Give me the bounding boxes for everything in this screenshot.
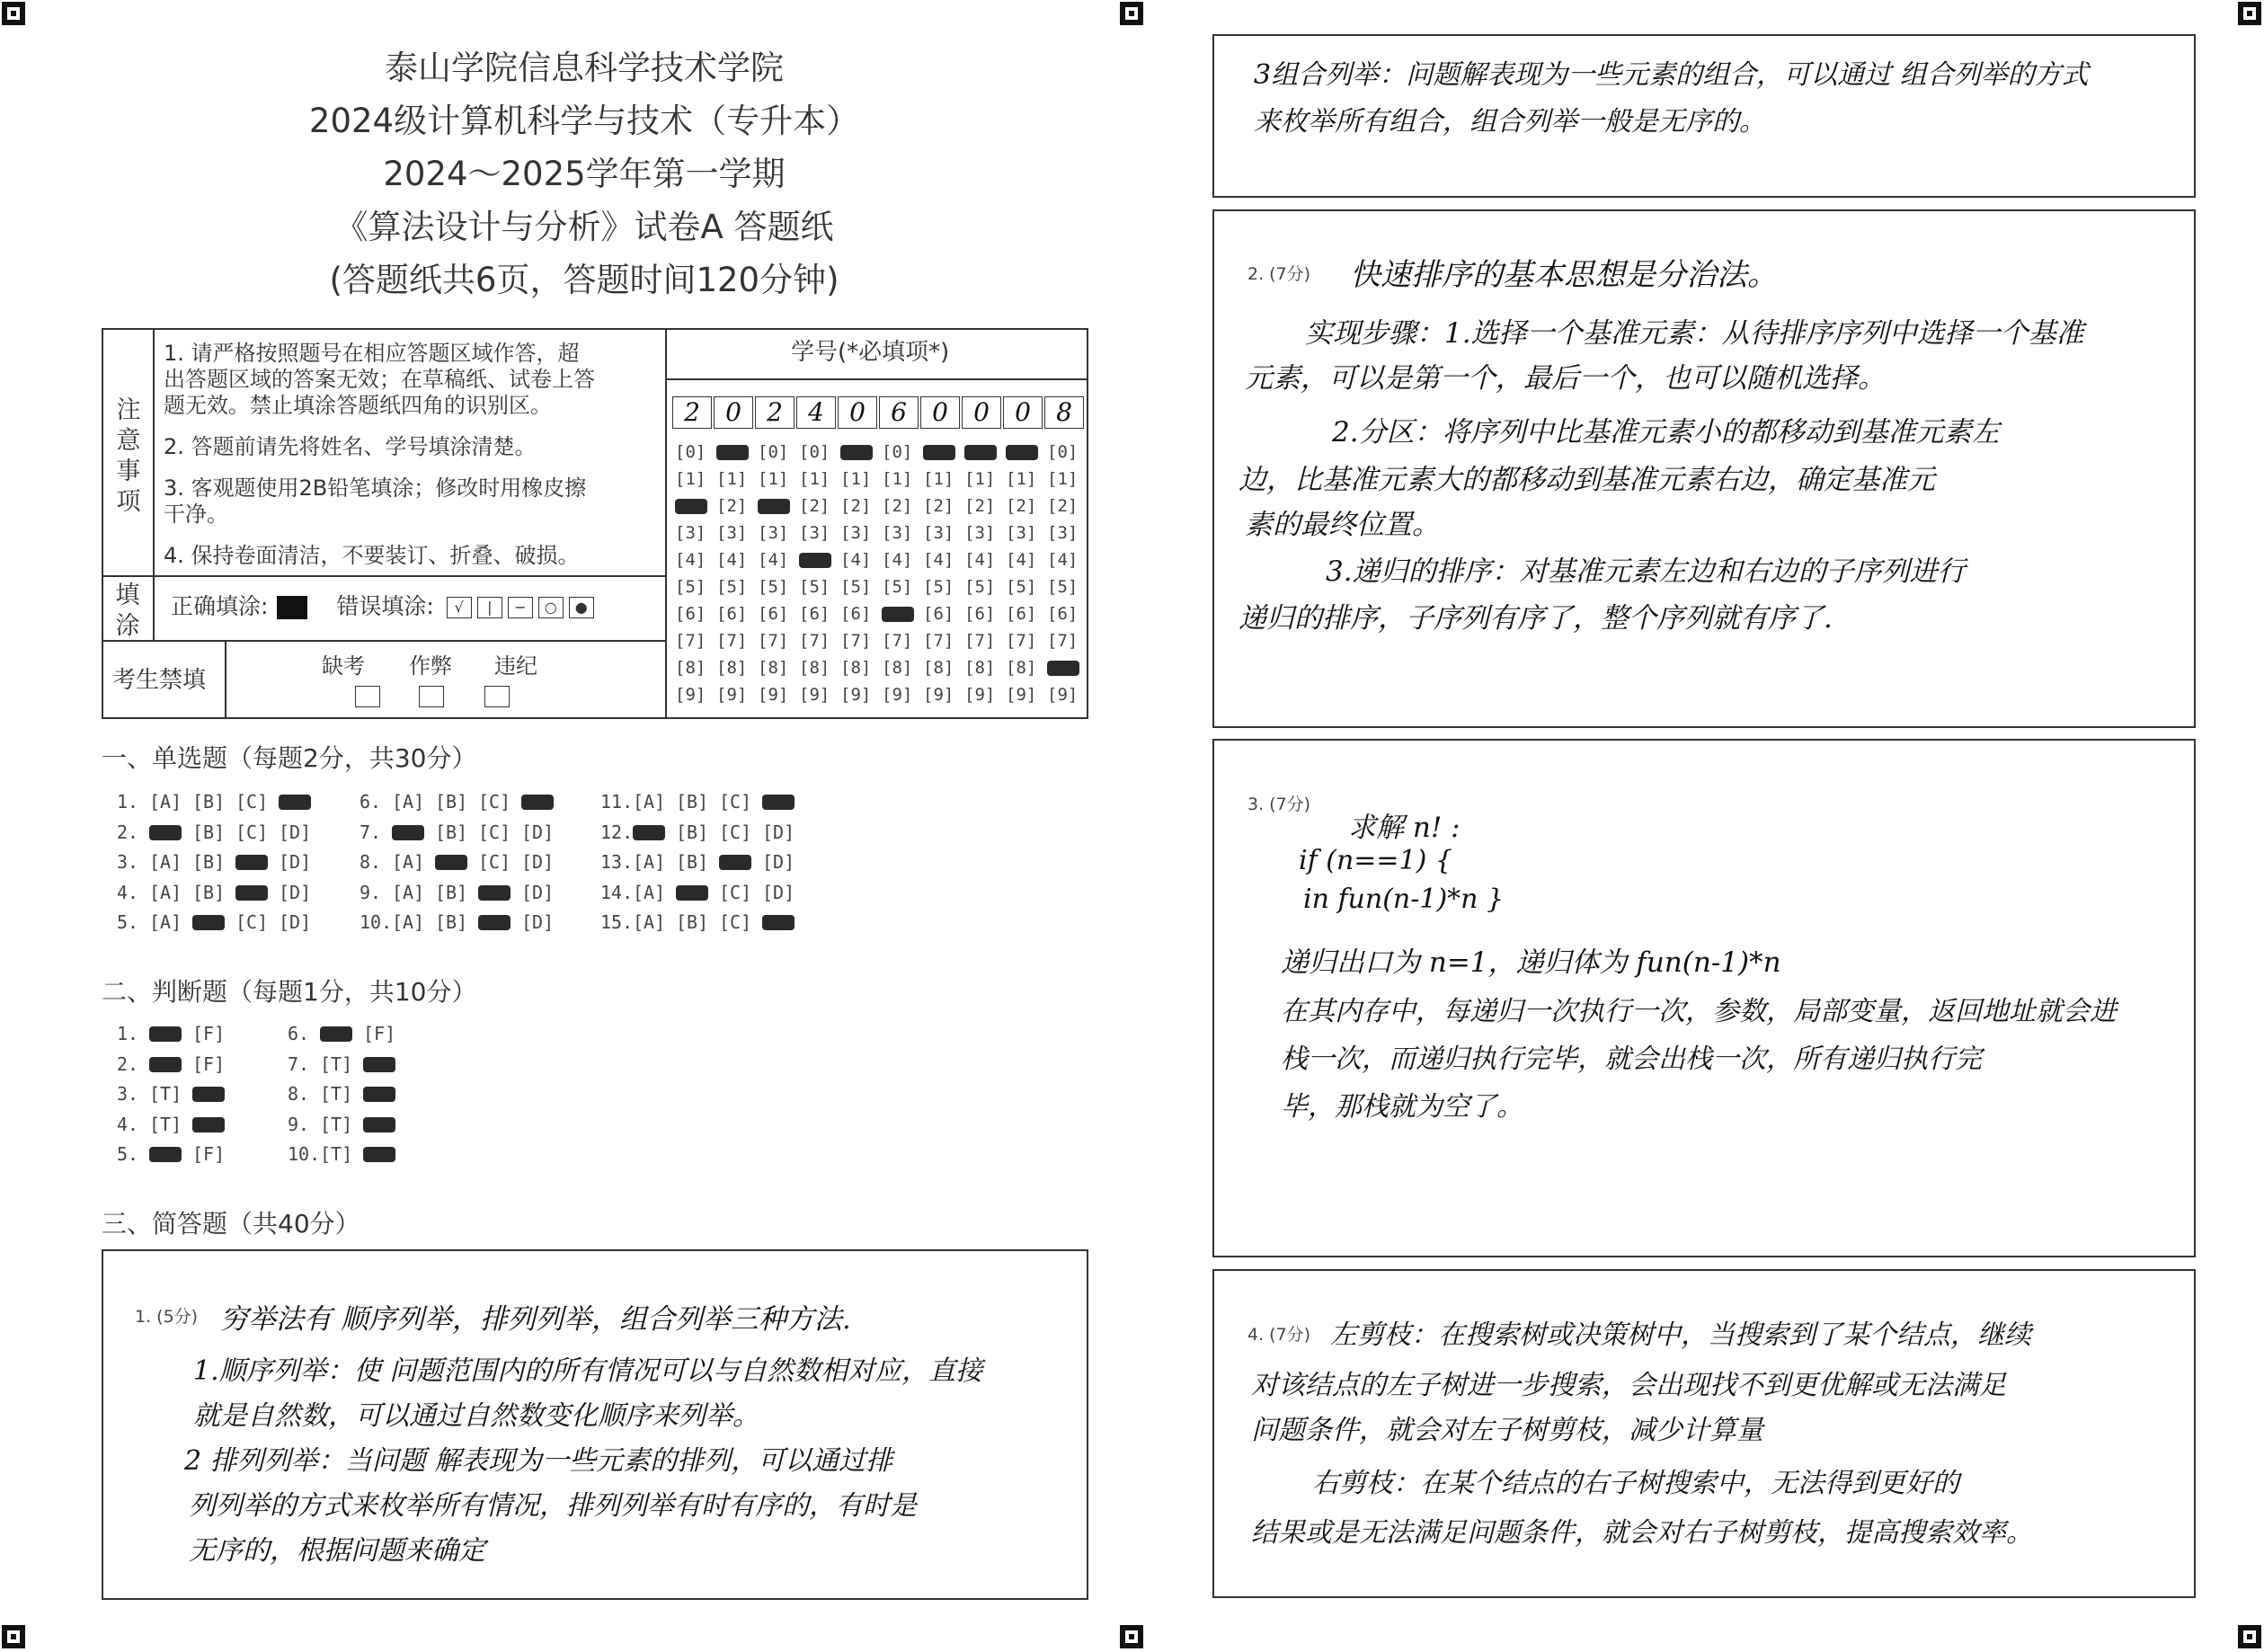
student-id-digit-2: 0 bbox=[714, 396, 753, 429]
table-divider bbox=[102, 575, 665, 577]
mcq-option[interactable]: [B] bbox=[435, 881, 468, 903]
tf-option[interactable]: [F] bbox=[192, 1023, 226, 1044]
q3-line: in fun(n-1)*n } bbox=[1303, 884, 1505, 915]
id-bubble[interactable]: [2] bbox=[882, 496, 913, 516]
mcq-option[interactable]: [A] bbox=[149, 851, 182, 873]
mcq-option[interactable]: [B] bbox=[192, 791, 226, 813]
mcq-option[interactable]: [D] bbox=[521, 821, 555, 843]
header-term: 2024～2025学年第一学期 bbox=[383, 155, 786, 193]
tf-option-filled[interactable] bbox=[363, 1087, 395, 1102]
tf-option-filled[interactable] bbox=[320, 1026, 352, 1042]
id-bubble[interactable]: [5] bbox=[799, 577, 830, 597]
table-divider bbox=[153, 575, 155, 640]
notice-item-3b: 干净。 bbox=[164, 502, 228, 527]
mcq-option[interactable]: [D] bbox=[279, 881, 312, 903]
tf-option[interactable]: [T] bbox=[320, 1052, 353, 1075]
forbid-checkbox-absent[interactable] bbox=[355, 686, 380, 707]
tf-option-filled[interactable] bbox=[363, 1117, 395, 1132]
id-bubble[interactable]: [3] bbox=[923, 523, 954, 543]
mcq-option[interactable]: [C] bbox=[235, 821, 269, 843]
mcq-option[interactable]: [C] bbox=[719, 791, 752, 813]
tf-option[interactable]: [T] bbox=[320, 1083, 353, 1105]
id-bubble[interactable]: [1] bbox=[1006, 469, 1037, 489]
q2-line: 实现步骤：1.选择一个基准元素：从待排序序列中选择一个基准 bbox=[1305, 317, 2084, 350]
student-id-digit-1: 2 bbox=[672, 396, 712, 429]
id-bubble-filled[interactable] bbox=[1047, 661, 1079, 676]
q2-line: 快速排序的基本思想是分治法。 bbox=[1350, 257, 1778, 293]
mcq-option[interactable]: [A] bbox=[149, 881, 182, 903]
student-id-digit-10: 8 bbox=[1044, 396, 1084, 429]
tf-option[interactable]: [T] bbox=[320, 1113, 353, 1135]
tf-question-number: 2. bbox=[117, 1052, 139, 1075]
q3-line: 递归出口为 n=1，递归体为 fun(n-1)*n bbox=[1281, 946, 1781, 979]
notice-item-4: 4. 保持卷面清洁，不要装订、折叠、破损。 bbox=[164, 543, 580, 568]
mcq-option-filled[interactable] bbox=[279, 795, 311, 810]
id-bubble[interactable]: [7] bbox=[675, 631, 706, 651]
tf-option-filled[interactable] bbox=[149, 1057, 182, 1072]
mcq-option[interactable]: [D] bbox=[521, 911, 555, 933]
mcq-option-filled[interactable] bbox=[762, 915, 795, 930]
fill-label: 填涂 bbox=[115, 582, 140, 640]
mcq-question-number: 5. bbox=[117, 911, 139, 933]
id-bubble[interactable]: [6] bbox=[758, 604, 789, 624]
id-bubble[interactable]: [0] bbox=[799, 442, 830, 462]
id-bubble-filled[interactable] bbox=[923, 445, 955, 460]
mcq-option[interactable]: [C] bbox=[235, 911, 269, 933]
id-bubble-filled[interactable] bbox=[799, 553, 831, 568]
id-bubble[interactable]: [7] bbox=[882, 631, 913, 651]
mcq-option-filled[interactable] bbox=[633, 825, 665, 840]
q1-number: 1. (5分) bbox=[135, 1307, 199, 1327]
id-bubble[interactable]: [6] bbox=[675, 604, 706, 624]
table-divider bbox=[225, 640, 226, 719]
id-bubble[interactable]: [1] bbox=[882, 469, 913, 489]
tf-question-number: 4. bbox=[117, 1113, 139, 1135]
tf-option-filled[interactable] bbox=[192, 1087, 225, 1102]
q3-line: 栈一次，而递归执行完毕，就会出栈一次，所有递归执行完 bbox=[1281, 1044, 1982, 1075]
id-bubble[interactable]: [2] bbox=[716, 496, 748, 516]
id-bubble[interactable]: [2] bbox=[840, 496, 872, 516]
tf-option[interactable]: [F] bbox=[363, 1023, 396, 1044]
mcq-option[interactable]: [C] bbox=[235, 791, 269, 813]
id-bubble[interactable]: [4] bbox=[923, 550, 954, 570]
id-bubble[interactable]: [1] bbox=[799, 469, 830, 489]
mcq-question-number: 15. bbox=[600, 911, 634, 933]
id-bubble[interactable]: [2] bbox=[923, 496, 954, 516]
notice-item-1c: 题无效。禁止填涂答题纸四角的识别区。 bbox=[164, 393, 552, 418]
id-bubble-filled[interactable] bbox=[716, 445, 749, 460]
tf-option-filled[interactable] bbox=[192, 1117, 225, 1132]
corner-marker-top-center bbox=[1120, 2, 1143, 25]
header-school: 泰山学院信息科学技术学院 bbox=[385, 49, 784, 87]
id-bubble-filled[interactable] bbox=[882, 607, 914, 622]
mcq-option[interactable]: [C] bbox=[478, 791, 511, 813]
mcq-option[interactable]: [D] bbox=[521, 881, 555, 903]
id-bubble[interactable]: [5] bbox=[716, 577, 748, 597]
id-bubble[interactable]: [6] bbox=[1047, 604, 1079, 624]
section3-title: 三、简答题（共40分） bbox=[102, 1209, 360, 1239]
tf-option-filled[interactable] bbox=[149, 1147, 182, 1162]
mcq-option-filled[interactable] bbox=[392, 825, 424, 840]
id-bubble[interactable]: [3] bbox=[840, 523, 872, 543]
mcq-option[interactable]: [B] bbox=[435, 821, 468, 843]
id-bubble[interactable]: [9] bbox=[1006, 685, 1037, 705]
wrong-mark-circle: ○ bbox=[538, 597, 564, 618]
id-bubble[interactable]: [0] bbox=[758, 442, 789, 462]
q4-number: 4. (7分) bbox=[1247, 1325, 1311, 1345]
id-bubble-filled[interactable] bbox=[840, 445, 873, 460]
id-bubble[interactable]: [9] bbox=[1047, 685, 1079, 705]
id-bubble[interactable]: [0] bbox=[675, 442, 706, 462]
id-bubble[interactable]: [5] bbox=[758, 577, 789, 597]
id-bubble[interactable]: [3] bbox=[799, 523, 830, 543]
q1-cont-line: 来枚举所有组合，组合列举一般是无序的。 bbox=[1254, 106, 1766, 138]
tf-question-number: 10. bbox=[288, 1143, 321, 1165]
tf-option[interactable]: [T] bbox=[149, 1113, 182, 1135]
id-bubble[interactable]: [7] bbox=[923, 631, 954, 651]
notice-item-1a: 1. 请严格按照题号在相应答题区域作答，超 bbox=[164, 341, 580, 366]
id-bubble-filled[interactable] bbox=[675, 499, 707, 514]
forbid-checkbox-cheat[interactable] bbox=[419, 686, 444, 707]
q1-line: 1.顺序列举：使 问题范围内的所有情况可以与自然数相对应，直接 bbox=[193, 1355, 983, 1387]
mcq-option[interactable]: [A] bbox=[392, 911, 425, 933]
id-bubble[interactable]: [6] bbox=[1006, 604, 1037, 624]
id-bubble[interactable]: [4] bbox=[840, 550, 872, 570]
id-bubble-filled[interactable] bbox=[964, 445, 997, 460]
forbid-label: 考生禁填 bbox=[112, 667, 207, 694]
mcq-option[interactable]: [D] bbox=[762, 881, 795, 903]
mcq-question-number: 8. bbox=[360, 851, 382, 873]
forbid-option-violation: 违纪 bbox=[494, 653, 537, 679]
correct-fill-sample bbox=[277, 596, 307, 619]
mcq-option-filled[interactable] bbox=[149, 825, 182, 840]
notice-item-1b: 出答题区域的答案无效；在草稿纸、试卷上答 bbox=[164, 367, 595, 392]
mcq-option-filled[interactable] bbox=[478, 885, 511, 901]
id-bubble[interactable]: [1] bbox=[758, 469, 789, 489]
id-bubble[interactable]: [2] bbox=[1006, 496, 1037, 516]
forbid-option-cheat: 作弊 bbox=[409, 653, 452, 679]
tf-option[interactable]: [F] bbox=[192, 1143, 226, 1165]
student-id-digit-7: 0 bbox=[920, 396, 960, 429]
mcq-question-number: 11. bbox=[600, 791, 634, 813]
id-bubble[interactable]: [9] bbox=[964, 685, 996, 705]
forbid-checkbox-violation[interactable] bbox=[484, 686, 510, 707]
id-bubble[interactable]: [6] bbox=[716, 604, 748, 624]
id-bubble[interactable]: [6] bbox=[964, 604, 996, 624]
tf-question-number: 6. bbox=[288, 1023, 310, 1044]
table-divider bbox=[665, 328, 667, 719]
corner-marker-bottom-right bbox=[2238, 1625, 2261, 1648]
mcq-question-number: 7. bbox=[360, 821, 382, 843]
tf-question-number: 7. bbox=[288, 1052, 310, 1075]
id-bubble[interactable]: [6] bbox=[923, 604, 954, 624]
tf-question-number: 5. bbox=[117, 1143, 139, 1165]
id-bubble[interactable]: [6] bbox=[799, 604, 830, 624]
student-id-digit-6: 6 bbox=[879, 396, 919, 429]
notice-item-2: 2. 答题前请先将姓名、学号填涂清楚。 bbox=[164, 434, 537, 459]
notice-item-3a: 3. 客观题使用2B铅笔填涂；修改时用橡皮擦 bbox=[164, 475, 587, 501]
id-bubble[interactable]: [9] bbox=[716, 685, 748, 705]
id-bubble[interactable]: [7] bbox=[1047, 631, 1079, 651]
table-divider bbox=[665, 378, 1088, 380]
tf-option-filled[interactable] bbox=[363, 1147, 395, 1162]
id-bubble[interactable]: [6] bbox=[840, 604, 872, 624]
id-bubble[interactable]: [9] bbox=[840, 685, 872, 705]
mcq-option[interactable]: [C] bbox=[719, 881, 752, 903]
mcq-option-filled[interactable] bbox=[676, 885, 708, 901]
id-bubble[interactable]: [9] bbox=[923, 685, 954, 705]
mcq-option[interactable]: [C] bbox=[478, 821, 511, 843]
q2-line: 边，比基准元素大的都移动到基准元素右边，确定基准元 bbox=[1239, 464, 1935, 496]
id-bubble[interactable]: [7] bbox=[964, 631, 996, 651]
mcq-option[interactable]: [B] bbox=[192, 851, 226, 873]
q2-line: 3.递归的排序：对基准元素左边和右边的子序列进行 bbox=[1326, 555, 1966, 588]
mcq-option[interactable]: [A] bbox=[149, 911, 182, 933]
q4-line: 对该结点的左子树进一步搜索，会出现找不到更优解或无法满足 bbox=[1251, 1370, 2006, 1401]
mcq-option[interactable]: [C] bbox=[719, 911, 752, 933]
id-bubble[interactable]: [4] bbox=[882, 550, 913, 570]
id-bubble[interactable]: [3] bbox=[1006, 523, 1037, 543]
q3-line: 在其内存中，每递归一次执行一次，参数，局部变量，返回地址就会进 bbox=[1281, 996, 2117, 1027]
q1-line: 穷举法有 顺序列举，排列列举，组合列举三种方法. bbox=[220, 1303, 851, 1336]
q2-line: 素的最终位置。 bbox=[1245, 509, 1440, 541]
mcq-option-filled[interactable] bbox=[762, 795, 795, 810]
mcq-option[interactable]: [C] bbox=[719, 821, 752, 843]
mcq-option[interactable]: [B] bbox=[192, 821, 226, 843]
mcq-option[interactable]: [B] bbox=[676, 791, 709, 813]
id-bubble[interactable]: [7] bbox=[840, 631, 872, 651]
student-id-digit-9: 0 bbox=[1003, 396, 1043, 429]
q2-line: 2.分区：将序列中比基准元素小的都移动到基准元素左 bbox=[1332, 416, 2000, 449]
mcq-option[interactable]: [D] bbox=[279, 851, 312, 873]
id-bubble[interactable]: [5] bbox=[840, 577, 872, 597]
header-exam-info: (答题纸共6页，答题时间120分钟) bbox=[329, 261, 839, 299]
mcq-option[interactable]: [D] bbox=[762, 851, 795, 873]
id-bubble[interactable]: [3] bbox=[675, 523, 706, 543]
student-id-label: 学号(*必填项*) bbox=[791, 339, 950, 366]
id-bubble[interactable]: [4] bbox=[758, 550, 789, 570]
mcq-option-filled[interactable] bbox=[521, 795, 554, 810]
q3-number: 3. (7分) bbox=[1247, 795, 1311, 814]
mcq-option-filled[interactable] bbox=[435, 855, 467, 870]
corner-marker-bottom-left bbox=[2, 1625, 25, 1648]
table-divider bbox=[153, 328, 155, 575]
mcq-option-filled[interactable] bbox=[478, 915, 511, 930]
q2-line: 递归的排序，子序列有序了，整个序列就有序了. bbox=[1239, 602, 1833, 635]
mcq-question-number: 14. bbox=[600, 881, 634, 903]
q1-line: 2 排列列举：当问题 解表现为一些元素的排列，可以通过排 bbox=[184, 1445, 893, 1477]
id-bubble[interactable]: [8] bbox=[799, 658, 830, 678]
tf-option-filled[interactable] bbox=[363, 1057, 395, 1072]
mcq-option[interactable]: [D] bbox=[521, 851, 555, 873]
id-bubble[interactable]: [9] bbox=[758, 685, 789, 705]
mcq-question-number: 4. bbox=[117, 881, 139, 903]
id-bubble[interactable]: [5] bbox=[964, 577, 996, 597]
fill-instructions bbox=[171, 593, 594, 620]
section1-title: 一、单选题（每题2分，共30分） bbox=[102, 743, 477, 773]
tf-question-number: 1. bbox=[117, 1023, 139, 1044]
mcq-question-number: 10. bbox=[360, 911, 393, 933]
id-bubble[interactable]: [1] bbox=[840, 469, 872, 489]
id-bubble[interactable]: [0] bbox=[1047, 442, 1079, 462]
id-bubble[interactable]: [4] bbox=[675, 550, 706, 570]
id-bubble-filled[interactable] bbox=[758, 499, 790, 514]
q1-cont-line: 3组合列举：问题解表现为一些元素的组合，可以通过 组合列举的方式 bbox=[1254, 59, 2089, 91]
tf-option[interactable]: [T] bbox=[149, 1083, 182, 1105]
mcq-question-number: 6. bbox=[360, 791, 382, 813]
q4-line: 左剪枝：在搜索树或决策树中，当搜索到了某个结点，继续 bbox=[1330, 1319, 2031, 1351]
mcq-option[interactable]: [B] bbox=[676, 911, 709, 933]
mcq-option[interactable]: [B] bbox=[676, 851, 709, 873]
id-bubble[interactable]: [8] bbox=[758, 658, 789, 678]
notice-label: 注意事项 bbox=[116, 396, 141, 516]
wrong-mark-bar: | bbox=[477, 597, 502, 618]
wrong-mark-dot: ● bbox=[569, 597, 594, 618]
id-bubble[interactable]: [3] bbox=[758, 523, 789, 543]
q2-number: 2. (7分) bbox=[1247, 264, 1311, 284]
fill-correct-label: 正确填涂: bbox=[171, 593, 269, 619]
corner-marker-bottom-center bbox=[1120, 1625, 1143, 1648]
wrong-mark-dash: − bbox=[508, 597, 533, 618]
header-class: 2024级计算机科学与技术（专升本） bbox=[308, 102, 860, 140]
section2-title: 二、判断题（每题1分，共10分） bbox=[102, 977, 477, 1007]
id-bubble[interactable]: [7] bbox=[716, 631, 748, 651]
q1-line: 列列举的方式来枚举所有情况，排列列举有时有序的，有时是 bbox=[189, 1490, 917, 1522]
mcq-option-filled[interactable] bbox=[235, 885, 268, 901]
mcq-question-number: 13. bbox=[600, 851, 634, 873]
q3-line: 求解 n! : bbox=[1348, 812, 1461, 844]
mcq-option[interactable]: [B] bbox=[192, 881, 226, 903]
id-bubble[interactable]: [3] bbox=[882, 523, 913, 543]
tf-question-number: 3. bbox=[117, 1083, 139, 1105]
mcq-option[interactable]: [A] bbox=[633, 911, 666, 933]
id-bubble[interactable]: [4] bbox=[1006, 550, 1037, 570]
id-bubble[interactable]: [8] bbox=[1006, 658, 1037, 678]
q1-line: 无序的，根据问题来确定 bbox=[189, 1535, 485, 1567]
q4-line: 结果或是无法满足问题条件，就会对右子树剪枝，提高搜索效率。 bbox=[1251, 1517, 2033, 1549]
mcq-option[interactable]: [D] bbox=[762, 821, 795, 843]
header-exam-title: 《算法设计与分析》试卷A 答题纸 bbox=[334, 208, 834, 246]
id-bubble[interactable]: [3] bbox=[964, 523, 996, 543]
id-bubble[interactable]: [8] bbox=[882, 658, 913, 678]
id-bubble[interactable]: [5] bbox=[1006, 577, 1037, 597]
mcq-option[interactable]: [A] bbox=[633, 851, 666, 873]
id-bubble[interactable]: [8] bbox=[675, 658, 706, 678]
q4-line: 右剪枝：在某个结点的右子树搜索中，无法得到更好的 bbox=[1312, 1468, 1959, 1499]
id-bubble[interactable]: [8] bbox=[716, 658, 748, 678]
mcq-option-filled[interactable] bbox=[235, 855, 268, 870]
mcq-question-number: 1. bbox=[117, 791, 139, 813]
id-bubble[interactable]: [1] bbox=[964, 469, 996, 489]
mcq-option-filled[interactable] bbox=[719, 855, 751, 870]
student-id-digit-3: 2 bbox=[755, 396, 795, 429]
id-bubble[interactable]: [4] bbox=[964, 550, 996, 570]
forbid-option-absent: 缺考 bbox=[322, 653, 365, 679]
id-bubble[interactable]: [5] bbox=[882, 577, 913, 597]
table-divider bbox=[102, 640, 665, 642]
mcq-option[interactable]: [D] bbox=[279, 821, 312, 843]
mcq-option[interactable]: [D] bbox=[279, 911, 312, 933]
tf-option[interactable]: [F] bbox=[192, 1052, 226, 1075]
q2-line: 元素，可以是第一个，最后一个，也可以随机选择。 bbox=[1245, 362, 1886, 395]
id-bubble[interactable]: [8] bbox=[964, 658, 996, 678]
q3-line: if (n==1) { bbox=[1299, 845, 1452, 876]
mcq-question-number: 9. bbox=[360, 881, 382, 903]
mcq-option[interactable]: [C] bbox=[478, 851, 511, 873]
corner-marker-top-right bbox=[2238, 2, 2261, 25]
id-bubble[interactable]: [4] bbox=[716, 550, 748, 570]
mcq-option[interactable]: [B] bbox=[676, 821, 709, 843]
tf-option[interactable]: [T] bbox=[320, 1143, 353, 1165]
mcq-question-number: 2. bbox=[117, 821, 139, 843]
id-bubble[interactable]: [4] bbox=[1047, 550, 1079, 570]
mcq-option[interactable]: [A] bbox=[392, 791, 425, 813]
corner-marker-top-left bbox=[2, 2, 25, 25]
id-bubble[interactable]: [9] bbox=[882, 685, 913, 705]
tf-question-number: 8. bbox=[288, 1083, 310, 1105]
id-bubble[interactable]: [2] bbox=[1047, 496, 1079, 516]
id-bubble[interactable]: [2] bbox=[799, 496, 830, 516]
mcq-question-number: 3. bbox=[117, 851, 139, 873]
id-bubble[interactable]: [9] bbox=[799, 685, 830, 705]
id-bubble[interactable]: [5] bbox=[923, 577, 954, 597]
q1-line: 就是自然数，可以通过自然数变化顺序来列举。 bbox=[193, 1400, 759, 1432]
id-bubble[interactable]: [1] bbox=[716, 469, 748, 489]
mcq-option[interactable]: [B] bbox=[435, 911, 468, 933]
id-bubble-filled[interactable] bbox=[1006, 445, 1038, 460]
id-bubble[interactable]: [1] bbox=[923, 469, 954, 489]
student-id-digit-4: 4 bbox=[796, 396, 836, 429]
id-bubble[interactable]: [7] bbox=[799, 631, 830, 651]
id-bubble[interactable]: [0] bbox=[882, 442, 913, 462]
q3-line: 毕，那栈就为空了。 bbox=[1281, 1091, 1523, 1123]
id-bubble[interactable]: [7] bbox=[758, 631, 789, 651]
q4-line: 问题条件，就会对左子树剪枝，减少计算量 bbox=[1251, 1415, 1763, 1446]
fill-wrong-label: 错误填涂: bbox=[336, 593, 434, 619]
mcq-option[interactable]: [A] bbox=[633, 881, 666, 903]
wrong-mark-check: √ bbox=[447, 597, 472, 618]
id-bubble[interactable]: [9] bbox=[675, 685, 706, 705]
mcq-option[interactable]: [B] bbox=[435, 791, 468, 813]
tf-option-filled[interactable] bbox=[149, 1026, 182, 1042]
id-bubble[interactable]: [7] bbox=[1006, 631, 1037, 651]
id-bubble[interactable]: [8] bbox=[923, 658, 954, 678]
mcq-option[interactable]: [A] bbox=[633, 791, 666, 813]
id-bubble[interactable]: [5] bbox=[675, 577, 706, 597]
mcq-option[interactable]: [A] bbox=[392, 851, 425, 873]
id-bubble[interactable]: [3] bbox=[1047, 523, 1079, 543]
id-bubble[interactable]: [1] bbox=[675, 469, 706, 489]
mcq-option[interactable]: [A] bbox=[149, 791, 182, 813]
id-bubble[interactable]: [3] bbox=[716, 523, 748, 543]
tf-question-number: 9. bbox=[288, 1113, 310, 1135]
mcq-option[interactable]: [A] bbox=[392, 881, 425, 903]
id-bubble[interactable]: [5] bbox=[1047, 577, 1079, 597]
mcq-question-number: 12. bbox=[600, 821, 634, 843]
mcq-option-filled[interactable] bbox=[192, 915, 225, 930]
id-bubble[interactable]: [8] bbox=[840, 658, 872, 678]
student-id-digit-5: 0 bbox=[838, 396, 877, 429]
student-id-digit-8: 0 bbox=[962, 396, 1001, 429]
id-bubble[interactable]: [2] bbox=[964, 496, 996, 516]
id-bubble[interactable]: [1] bbox=[1047, 469, 1079, 489]
